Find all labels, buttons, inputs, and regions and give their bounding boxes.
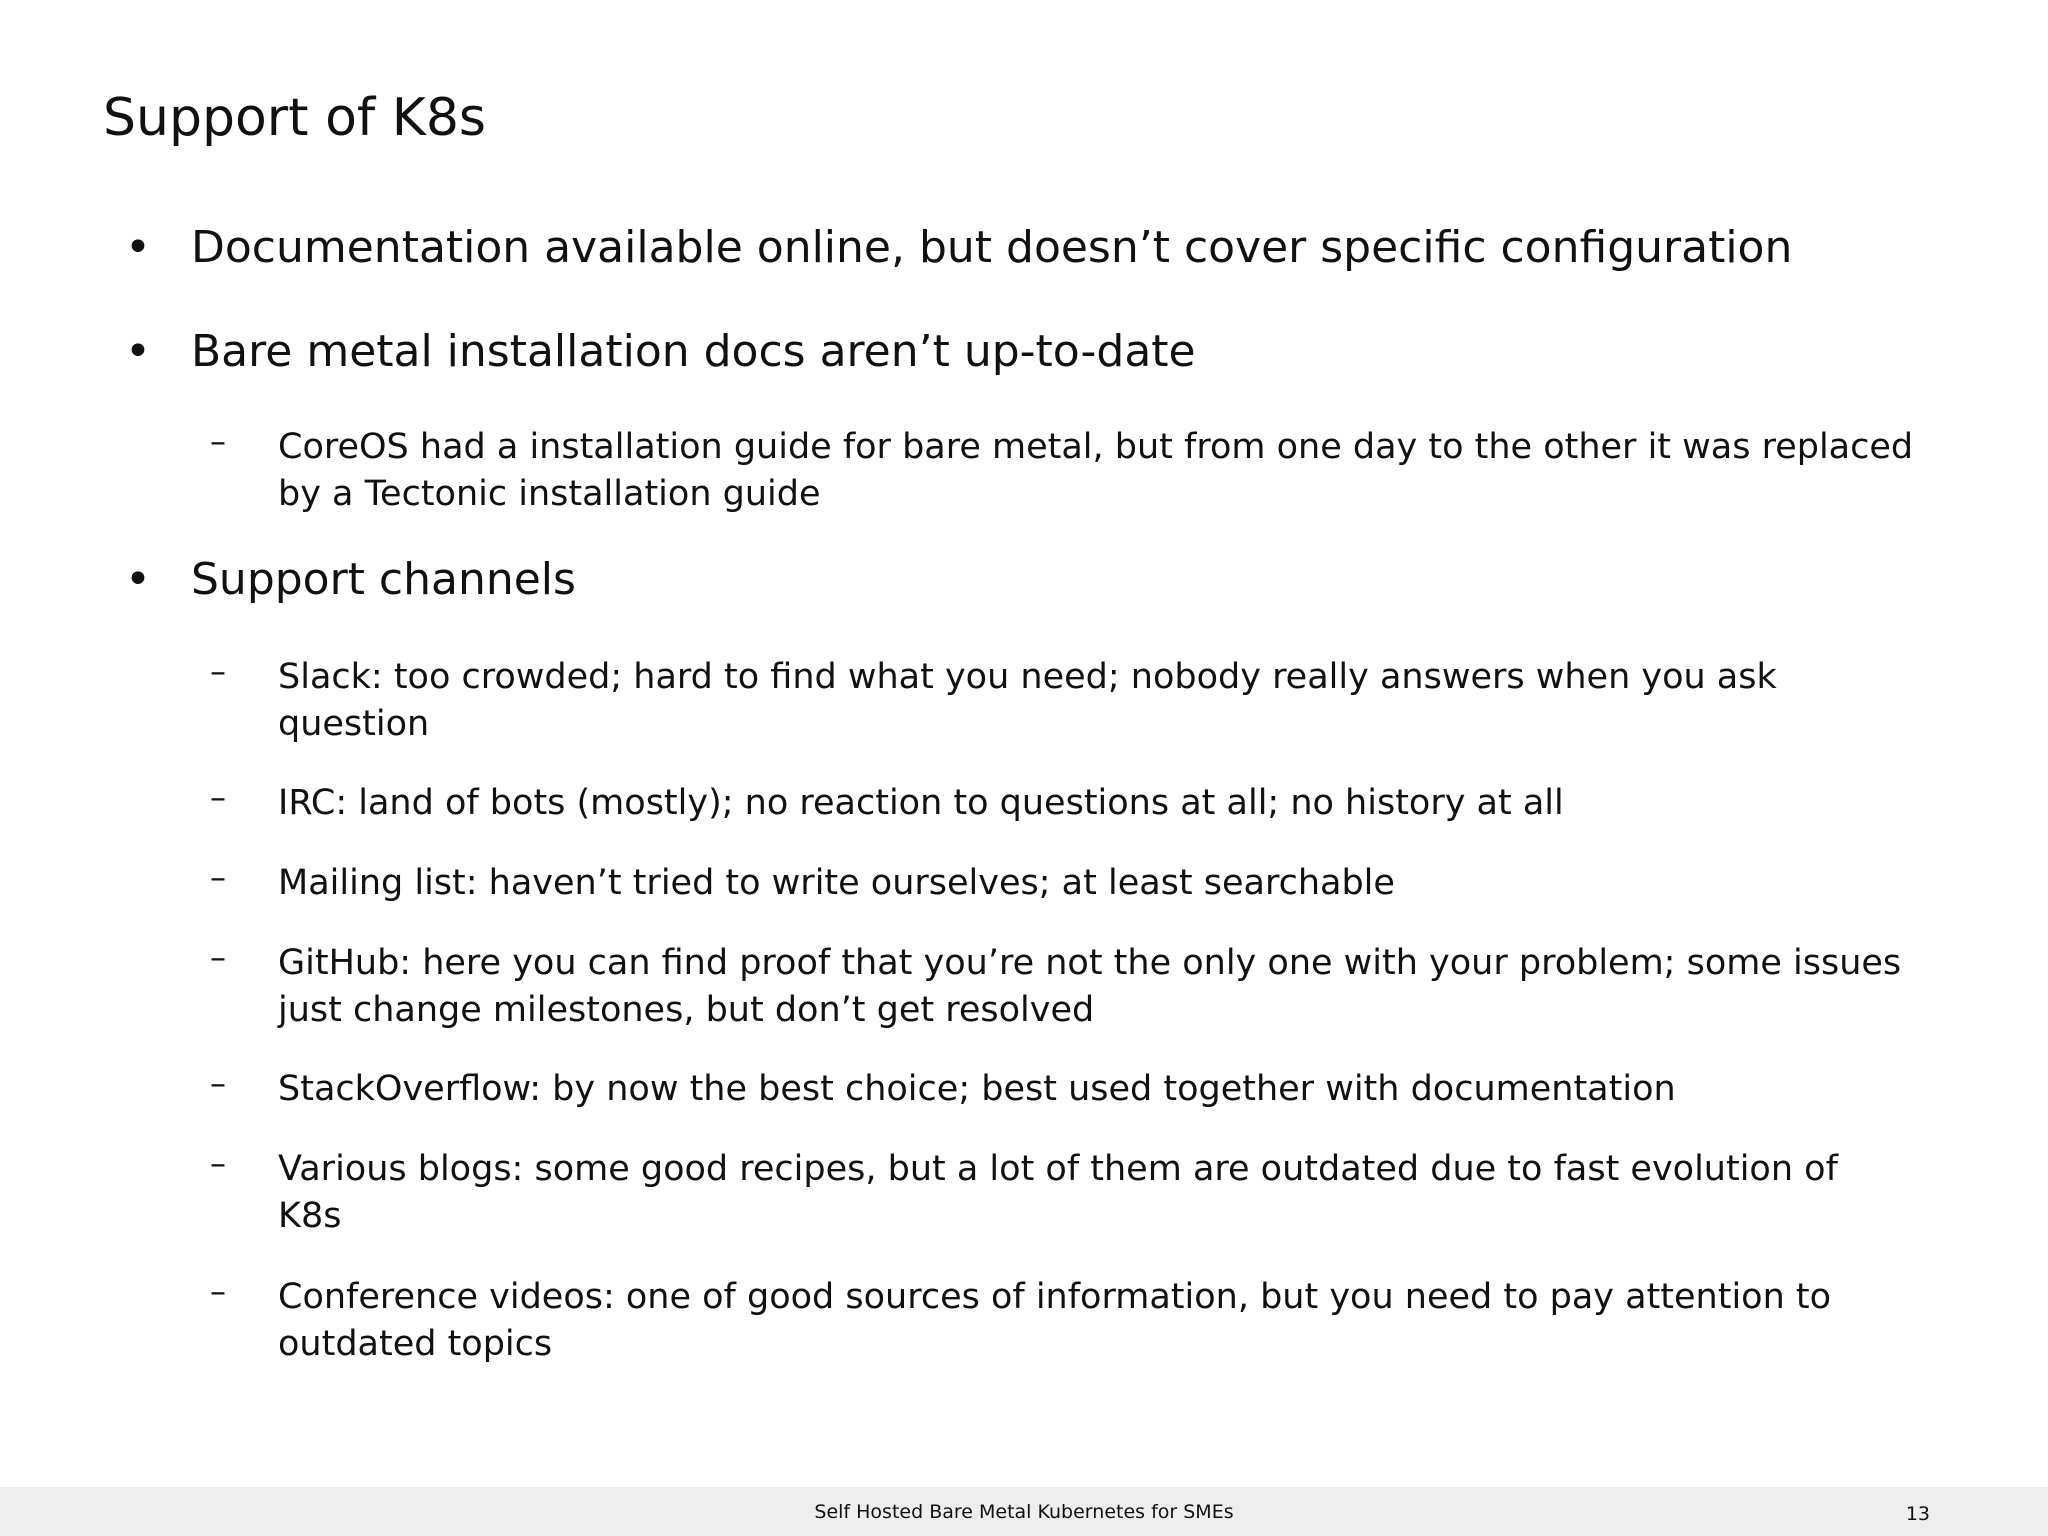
dash-mark: – — [210, 1144, 226, 1182]
bullet-mark: • — [125, 222, 151, 273]
dash-mark: – — [210, 422, 226, 460]
bullet-text: Support channels — [191, 554, 576, 605]
sub-text-line: Mailing list: haven’t tried to write ourselves; at least searchable — [278, 863, 1395, 903]
dash-mark: – — [210, 778, 226, 816]
page-number: 13 — [1905, 1503, 1930, 1525]
dash-mark: – — [210, 1272, 226, 1310]
sub-text-line: IRC: land of bots (mostly); no reaction to questions at all; no history at all — [278, 783, 1564, 823]
sub-text-line: GitHub: here you can find proof that you’re not the only one with your problem; some issues — [278, 943, 1902, 983]
sub-text-line: K8s — [278, 1196, 342, 1236]
sub-text-line: StackOverflow: by now the best choice; best used together with documentation — [278, 1069, 1676, 1109]
sub-text — [278, 860, 1958, 907]
sub-text — [278, 424, 1958, 518]
bullet-text: Bare metal installation docs aren’t up-to-date — [191, 326, 1196, 377]
sub-text — [278, 1274, 1958, 1368]
sub-text-line: Slack: too crowded; hard to find what you need; nobody really answers when you ask — [278, 657, 1777, 697]
bullet-mark: • — [125, 554, 151, 605]
sub-text — [278, 1066, 1958, 1113]
dash-mark: – — [210, 652, 226, 690]
bullet-text: Documentation available online, but doesn’t cover specific configuration — [191, 222, 1793, 273]
dash-mark: – — [210, 938, 226, 976]
dash-mark: – — [210, 1064, 226, 1102]
sub-text-line: just change milestones, but don’t get resolved — [278, 990, 1095, 1030]
sub-text-line: CoreOS had a installation guide for bare metal, but from one day to the other it was replaced — [278, 427, 1914, 467]
dash-mark: – — [210, 858, 226, 896]
slide-title: Support of K8s — [103, 88, 487, 148]
bullet-mark: • — [125, 326, 151, 377]
footer-title: Self Hosted Bare Metal Kubernetes for SMEs — [814, 1501, 1234, 1523]
sub-text — [278, 940, 1958, 1034]
sub-text-line: question — [278, 704, 430, 744]
sub-text — [278, 1146, 1958, 1240]
sub-text — [278, 654, 1958, 748]
footer-bar — [0, 1487, 2048, 1536]
sub-text-line: by a Tectonic installation guide — [278, 474, 821, 514]
sub-text-line: outdated topics — [278, 1324, 553, 1364]
sub-text — [278, 780, 1958, 827]
sub-text-line: Conference videos: one of good sources of information, but you need to pay attention to — [278, 1277, 1832, 1317]
sub-text-line: Various blogs: some good recipes, but a lot of them are outdated due to fast evolution of — [278, 1149, 1838, 1189]
